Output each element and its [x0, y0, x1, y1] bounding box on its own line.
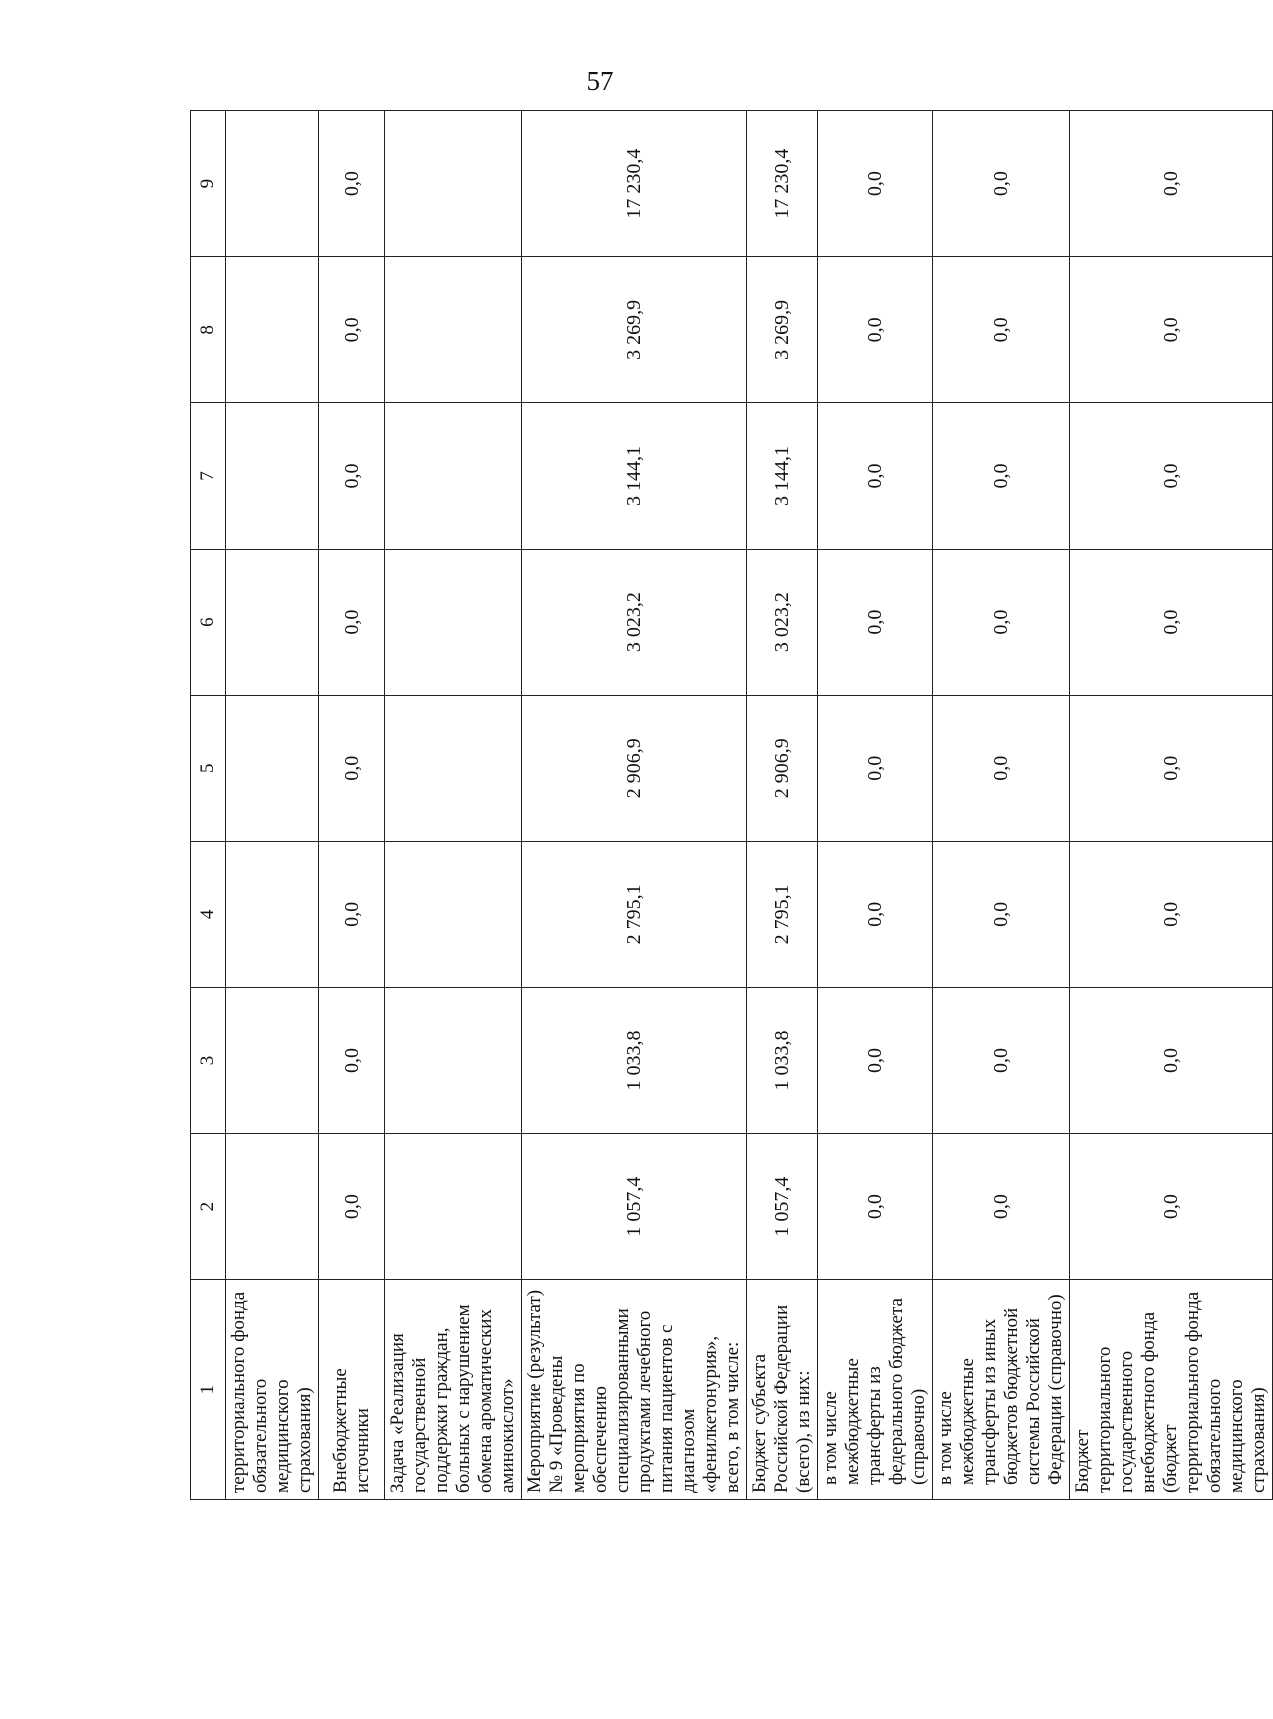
value-cell: 0,0	[319, 111, 385, 257]
value-cell	[385, 841, 522, 987]
value-cell: 0,0	[1070, 403, 1273, 549]
column-header: 1	[191, 1280, 226, 1500]
table-row	[319, 111, 385, 1500]
column-header: 4	[191, 841, 226, 987]
value-cell: 3 023,2	[747, 549, 818, 695]
value-cell: 3 144,1	[747, 403, 818, 549]
table-row	[933, 111, 1070, 1500]
value-cell: 0,0	[933, 403, 1070, 549]
value-cell	[226, 257, 319, 403]
value-cell: 0,0	[319, 403, 385, 549]
value-cell: 2 795,1	[522, 841, 747, 987]
value-cell	[226, 695, 319, 841]
row-label: территориального фонда обязательного медицинского страхования)	[226, 1280, 319, 1500]
value-cell: 17 230,4	[522, 111, 747, 257]
value-cell: 3 269,9	[747, 257, 818, 403]
value-cell: 0,0	[818, 695, 933, 841]
column-header: 5	[191, 695, 226, 841]
budget-table	[190, 110, 1273, 1500]
rotated-table-container	[190, 110, 1269, 1500]
row-label: Внебюджетные источники	[319, 1280, 385, 1500]
value-cell	[385, 987, 522, 1133]
value-cell: 0,0	[933, 1134, 1070, 1280]
value-cell	[226, 1134, 319, 1280]
header-row	[191, 111, 226, 1500]
value-cell: 0,0	[319, 841, 385, 987]
column-header: 2	[191, 1134, 226, 1280]
value-cell: 0,0	[818, 549, 933, 695]
row-label: в том числе межбюджетные трансферты из федерального бюджета (справочно)	[818, 1280, 933, 1500]
value-cell	[226, 111, 319, 257]
value-cell: 0,0	[1070, 695, 1273, 841]
row-label: Задача «Реализация государственной поддержки граждан, больных с нарушением обмена ароматических аминокислот»	[385, 1280, 522, 1500]
value-cell: 0,0	[319, 257, 385, 403]
column-header: 3	[191, 987, 226, 1133]
value-cell: 1 057,4	[747, 1134, 818, 1280]
value-cell: 0,0	[1070, 841, 1273, 987]
value-cell: 2 795,1	[747, 841, 818, 987]
table-row	[747, 111, 818, 1500]
value-cell: 0,0	[818, 987, 933, 1133]
table-row	[226, 111, 319, 1500]
value-cell: 0,0	[818, 403, 933, 549]
value-cell: 0,0	[818, 841, 933, 987]
value-cell	[385, 695, 522, 841]
value-cell: 3 269,9	[522, 257, 747, 403]
value-cell: 0,0	[818, 1134, 933, 1280]
value-cell: 0,0	[933, 695, 1070, 841]
value-cell: 0,0	[818, 111, 933, 257]
value-cell: 2 906,9	[522, 695, 747, 841]
column-header: 6	[191, 549, 226, 695]
table-row	[818, 111, 933, 1500]
value-cell: 0,0	[319, 549, 385, 695]
table-row	[522, 111, 747, 1500]
value-cell: 1 057,4	[522, 1134, 747, 1280]
value-cell	[226, 987, 319, 1133]
value-cell: 0,0	[933, 111, 1070, 257]
column-header: 9	[191, 111, 226, 257]
value-cell: 0,0	[1070, 549, 1273, 695]
page-number: 57	[586, 66, 614, 96]
value-cell: 3 144,1	[522, 403, 747, 549]
table-row	[1070, 111, 1273, 1500]
value-cell: 0,0	[1070, 111, 1273, 257]
value-cell: 0,0	[818, 257, 933, 403]
value-cell: 0,0	[1070, 987, 1273, 1133]
column-header: 8	[191, 257, 226, 403]
table-body	[226, 111, 1273, 1500]
value-cell: 1 033,8	[747, 987, 818, 1133]
value-cell	[385, 403, 522, 549]
row-label: Бюджет субъекта Российской Федерации (всего), из них:	[747, 1280, 818, 1500]
value-cell: 0,0	[1070, 1134, 1273, 1280]
value-cell: 0,0	[933, 987, 1070, 1133]
table-row	[385, 111, 522, 1500]
value-cell	[226, 549, 319, 695]
value-cell: 17 230,4	[747, 111, 818, 257]
value-cell: 0,0	[933, 841, 1070, 987]
value-cell	[226, 841, 319, 987]
value-cell: 0,0	[319, 1134, 385, 1280]
value-cell: 0,0	[319, 695, 385, 841]
value-cell	[226, 403, 319, 549]
value-cell: 0,0	[1070, 257, 1273, 403]
value-cell	[385, 1134, 522, 1280]
value-cell: 2 906,9	[747, 695, 818, 841]
row-label: Мероприятие (результат) № 9 «Проведены мероприятия по обеспечению специализированными продуктами лечебного питания пациентов с диагнозом «фенилкетонурия», всего, в том числе:	[522, 1280, 747, 1500]
value-cell: 0,0	[319, 987, 385, 1133]
value-cell: 3 023,2	[522, 549, 747, 695]
value-cell: 1 033,8	[522, 987, 747, 1133]
column-header: 7	[191, 403, 226, 549]
value-cell: 0,0	[933, 257, 1070, 403]
value-cell	[385, 257, 522, 403]
value-cell	[385, 111, 522, 257]
value-cell	[385, 549, 522, 695]
value-cell: 0,0	[933, 549, 1070, 695]
row-label: в том числе межбюджетные трансферты из иных бюджетов бюджетной системы Российской Федерации (справочно)	[933, 1280, 1070, 1500]
row-label: Бюджет территориального государственного внебюджетного фонда (бюджет территориального фонда обязательного медицинского страхования)	[1070, 1280, 1273, 1500]
